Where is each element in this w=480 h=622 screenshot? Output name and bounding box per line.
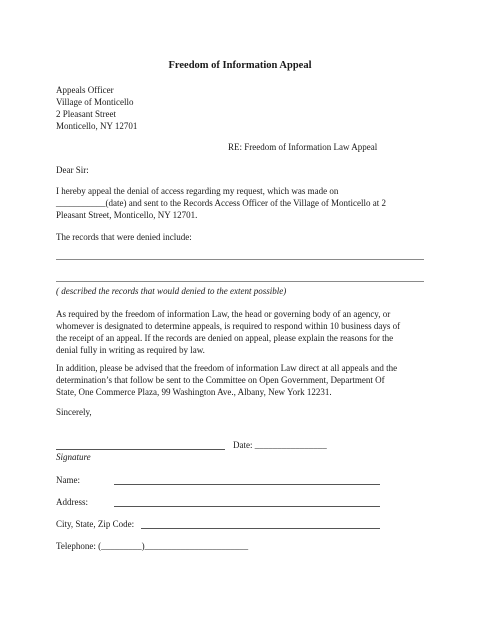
document-title: Freedom of Information Appeal [168, 60, 312, 71]
address-line-3: 2 Pleasant Street [56, 109, 116, 119]
records-intro: The records that were denied include: [56, 232, 192, 242]
address-label: Address: [56, 497, 88, 507]
records-note: ( described the records that would denied to the extent possible) [56, 286, 287, 296]
address-line-1: Appeals Officer [56, 85, 114, 95]
paragraph-requirement-line-3: the receipt of an appeal. If the records are denied on appeal, please explain the reasons for the [56, 333, 394, 343]
signature-line[interactable] [56, 449, 225, 450]
signature-label: Signature [56, 452, 91, 462]
name-label: Name: [56, 475, 80, 485]
address-line-4: Monticello, NY 12701 [56, 121, 138, 131]
records-line-1[interactable] [56, 259, 424, 260]
paragraph-request-line-3: Pleasant Street, Monticello, NY 12701. [56, 210, 198, 220]
address-line-2: Village of Monticello [56, 97, 134, 107]
paragraph-request-line-1: I hereby appeal the denial of access regarding my request, which was made on [56, 186, 339, 196]
address-field[interactable] [114, 506, 380, 507]
paragraph-addition-line-1: In addition, please be advised that the freedom of information Law direct at all appeals and the [56, 363, 398, 373]
records-line-2[interactable] [56, 281, 424, 282]
paragraph-addition-line-3: State, One Commerce Plaza, 99 Washington Ave., Albany, New York 12231. [56, 387, 332, 397]
closing: Sincerely, [56, 407, 92, 417]
telephone-field[interactable]: Telephone: (_________)_______________________ [56, 541, 249, 551]
paragraph-addition-line-2: determination’s that follow be sent to the Committee on Open Government, Department Of [56, 375, 385, 385]
date-field[interactable]: Date: ________________ [233, 440, 327, 450]
paragraph-requirement-line-4: denial fully in writing as required by law. [56, 345, 205, 355]
name-field[interactable] [114, 484, 380, 485]
re-line: RE: Freedom of Information Law Appeal [228, 142, 378, 152]
city-state-zip-label: City, State, Zip Code: [56, 519, 135, 529]
city-state-zip-field[interactable] [141, 528, 380, 529]
paragraph-requirement-line-1: As required by the freedom of information Law, the head or governing body of an agency, or [56, 309, 391, 319]
salutation: Dear Sir: [56, 165, 89, 175]
paragraph-requirement-line-2: whomever is designated to determine appeals, is required to respond within 10 business days of [56, 321, 401, 331]
paragraph-request-line-2: ___________(date) and sent to the Records Access Officer of the Village of Monticello at 2 [56, 198, 387, 208]
